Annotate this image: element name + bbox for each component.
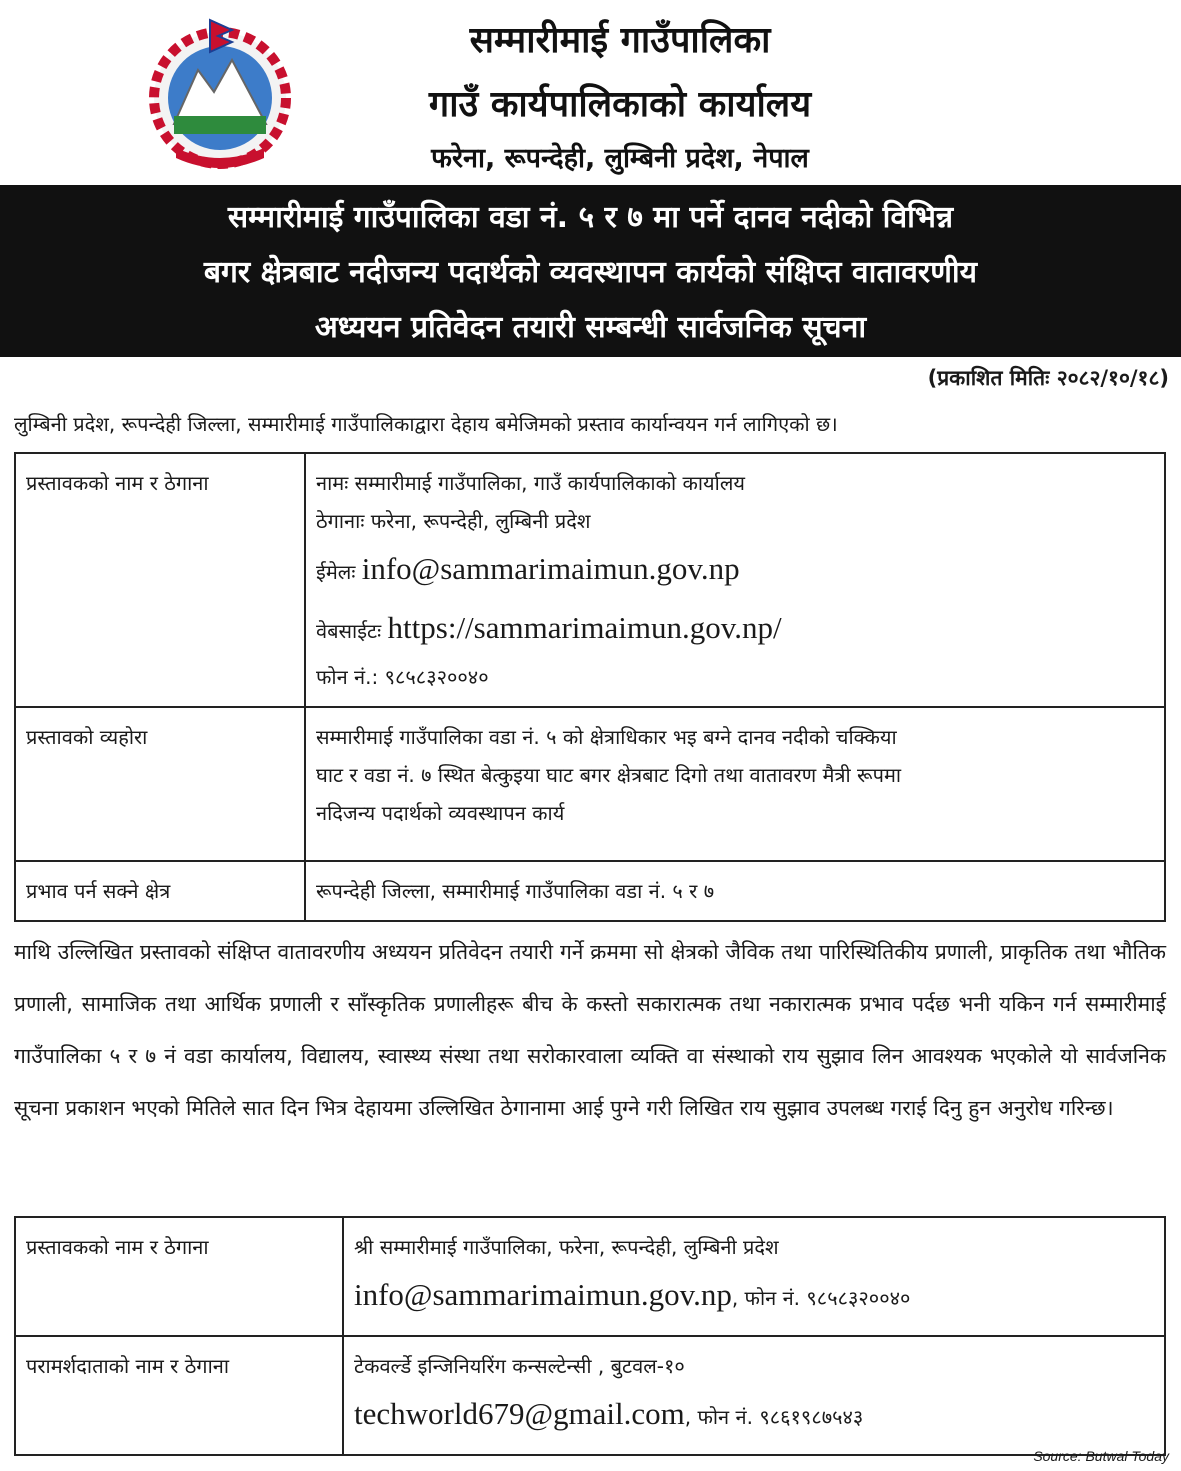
proposer-details (305, 453, 1165, 707)
proposer-email-link[interactable]: info@sammarimaimun.gov.np (361, 551, 740, 586)
impact-area-label: प्रभाव पर्न सक्ने क्षेत्र (15, 861, 305, 921)
proposal-subject-line-1: सम्मारीमाई गाउँपालिका वडा नं. ५ को क्षेत्राधिकार भइ बग्ने दानव नदीको चक्किया (316, 725, 897, 749)
notice-title-line-3: अध्ययन प्रतिवेदन तयारी सम्बन्धी सार्वजनिक सूचना (314, 310, 867, 345)
contact-proposer-name: श्री सम्मारीमाई गाउँपालिका, फरेना, रूपन्देही, लुम्बिनी प्रदेश (354, 1235, 779, 1259)
notice-title-line-2: बगर क्षेत्रबाट नदीजन्य पदार्थको व्यवस्थापन कार्यको संक्षिप्त वातावरणीय (203, 255, 978, 290)
proposer-website-link[interactable]: https://sammarimaimun.gov.np/ (387, 609, 782, 645)
table-row (15, 1336, 1165, 1455)
consultant-details (343, 1336, 1165, 1455)
proposal-subject-line-3: नदिजन्य पदार्थको व्यवस्थापन कार्य (316, 801, 565, 825)
intro-text: लुम्बिनी प्रदेश, रूपन्देही जिल्ला, सम्मारीमाई गाउँपालिकाद्वारा देहाय बमेजिमको प्रस्ताव कार्यान्वयन गर्न लागिएको छ। (14, 412, 838, 436)
table-row (15, 707, 1165, 861)
contact-proposer-phone: , फोन नं. ९८५८३२००४० (731, 1286, 911, 1310)
table-row (15, 453, 1165, 707)
notice-title-band (0, 185, 1181, 357)
notice-header (0, 0, 1181, 185)
website-label: वेबसाईटः (316, 618, 382, 643)
email-label: ईमेलः (316, 560, 356, 584)
proposal-subject-line-2: घाट र वडा नं. ७ स्थित बेत्कुइया घाट बगर क्षेत्रबाट दिगो तथा वातावरण मैत्री रूपमा (316, 763, 902, 787)
consultant-label: परामर्शदाताको नाम र ठेगाना (15, 1336, 343, 1455)
consultant-name: टेकवर्ल्डे इन्जिनियरिंग कन्सल्टेन्सी , बुटवल-१० (354, 1353, 685, 1378)
contact-proposer-email-link[interactable]: info@sammarimaimun.gov.np (354, 1277, 732, 1312)
proposer-address: ठेगानाः फरेना, रूपन्देही, लुम्बिनी प्रदेश (316, 509, 591, 533)
body-paragraph: माथि उल्लिखित प्रस्तावको संक्षिप्त वातावरणीय अध्ययन प्रतिवेदन तयारी गर्ने क्रममा सो क्षेत्रको जैविक तथा पारिस्थितिकीय प्रणाली, प्राकृतिक तथा भौतिक प्रणाली, सामाजिक तथा आर्थिक प्रणाली र साँस्कृतिक प्रणालीहरू बीच के कस्तो सकारात्मक तथा नकारात्मक प्रभाव पर्दछ भनी यकिन गर्न सम्मारीमाई गाउँपालिका ५ र ७ नं वडा कार्यालय, विद्यालय, स्वास्थ्य संस्था तथा सरोकारवाला व्यक्ति वा संस्थाको राय सुझाव लिन आवश्यक भएकोले यो सार्वजनिक सूचना प्रकाशन भएको मितिले सात दिन भित्र देहायमा उल्लिखित ठेगानामा आई पुग्ने गरी लिखित राय सुझाव उपलब्ध गराई दिनु हुन अनुरोध गरिन्छ। (14, 940, 1166, 1120)
proposer-label: प्रस्तावकको नाम र ठेगाना (15, 453, 305, 707)
consultant-phone: , फोन नं. ९८६१९८७५४३ (684, 1404, 864, 1429)
proposer-name: नामः सम्मारीमाई गाउँपालिका, गाउँ कार्यपालिकाको कार्यालय (316, 471, 745, 495)
proposer-email-row (316, 540, 1154, 599)
proposer-website-row (316, 599, 1154, 658)
proposal-subject-label: प्रस्तावको व्यहोरा (15, 707, 305, 861)
source-credit: Source: Butwal Today (1033, 1448, 1169, 1464)
contact-table (14, 1216, 1166, 1456)
proposer-phone: फोन नं.: ९८५८३२००४० (316, 664, 489, 689)
consultant-contact (354, 1385, 1154, 1444)
impact-area-value: रूपन्देही जिल्ला, सम्मारीमाई गाउँपालिका वडा नं. ५ र ७ (305, 861, 1165, 921)
office-name: गाउँ कार्यपालिकाको कार्यालय (428, 84, 812, 125)
published-date: (प्रकाशित मितिः २०८२/१०/१८) (927, 366, 1169, 390)
contact-proposer-label: प्रस्तावकको नाम र ठेगाना (15, 1217, 343, 1336)
table-row (15, 861, 1165, 921)
org-address: फरेना, रूपन्देही, लुम्बिनी प्रदेश, नेपाल (431, 143, 809, 174)
notice-title-line-1: सम्मारीमाई गाउँपालिका वडा नं. ५ र ७ मा पर्ने दानव नदीको विभिन्न (227, 200, 954, 235)
org-name: सम्मारीमाई गाउँपालिका (469, 20, 771, 61)
contact-proposer-details (343, 1217, 1165, 1336)
contact-proposer-contact (354, 1266, 1154, 1325)
proposal-subject (305, 707, 1165, 861)
proposal-table (14, 452, 1166, 922)
consultant-email-link[interactable]: techworld679@gmail.com (354, 1395, 685, 1431)
table-row (15, 1217, 1165, 1336)
